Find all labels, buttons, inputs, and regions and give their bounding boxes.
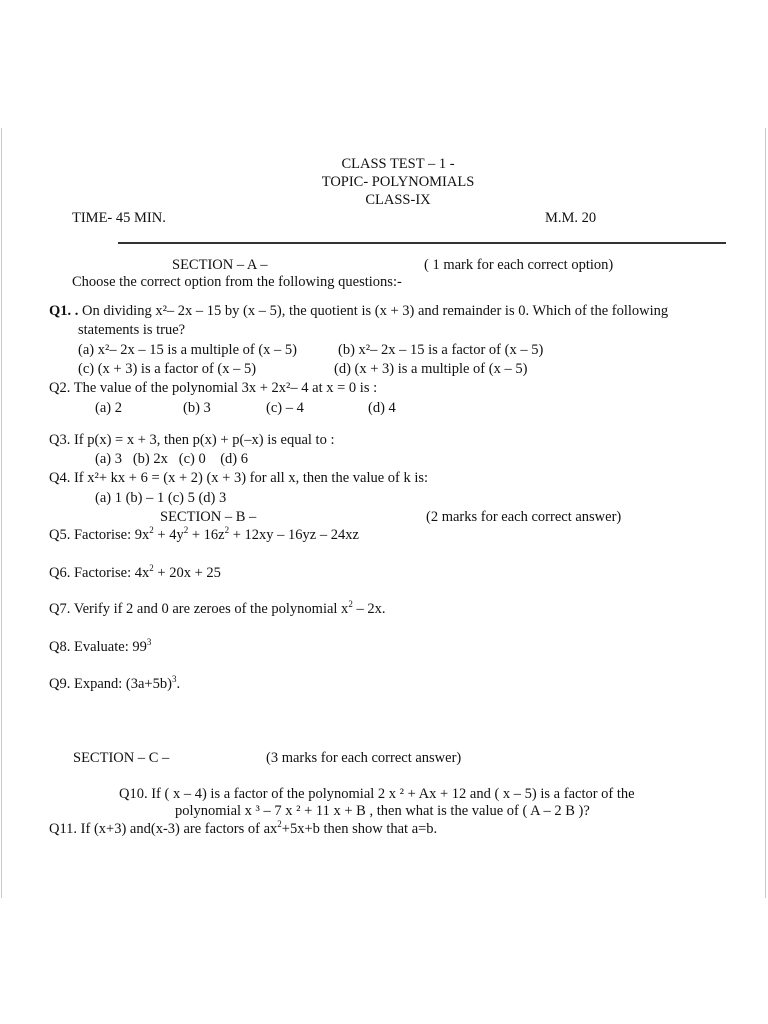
page-right-edge: [765, 128, 766, 898]
section-a-instruction: Choose the correct option from the following questions:-: [72, 274, 402, 290]
section-a-heading: SECTION – A –: [172, 257, 268, 273]
q3-options: (a) 3 (b) 2x (c) 0 (d) 6: [95, 451, 249, 467]
q11-question: Q11. If (x+3) and(x-3) are factors of $ax^2+5x+b$ then show that a=b.: [49, 819, 438, 837]
q1-option-c: (c) (x + 3) is a factor of (x – 5): [78, 361, 257, 377]
q3-question: Q3. If p(x) = x + 3, then p(x) + p(–x) is equal to :: [49, 432, 335, 448]
q1-option-d: (d) (x + 3) is a multiple of (x – 5): [334, 361, 528, 377]
page-left-edge: [1, 128, 2, 898]
q1-option-b: (b) x²– 2x – 15 is a factor of (x – 5): [338, 342, 544, 358]
q6-question: Q6. Factorise: $4x^2 + 20x + 25$: [49, 563, 221, 581]
q2-question: Q2. The value of the polynomial 3x + 2x²– 4 at x = 0 is :: [49, 380, 378, 396]
time-label: TIME- 45 MIN.: [72, 210, 166, 226]
q2-option-d: (d) 4: [368, 400, 396, 416]
q9-question: Q9. Expand: $(3a+5b)^3$.: [49, 674, 181, 692]
q1-text-line2: statements is true?: [78, 322, 186, 338]
q1-label: Q1. .: [49, 303, 79, 319]
q1-text-line1: On dividing x²– 2x – 15 by (x – 5), the quotient is (x + 3) and remainder is 0. Which of the following: [82, 303, 669, 319]
q2-option-c: (c) – 4: [266, 400, 304, 416]
header-divider: [118, 242, 726, 244]
test-title: CLASS TEST – 1 -: [341, 156, 455, 172]
section-c-marks-note: (3 marks for each correct answer): [266, 750, 462, 766]
q5-question: Q5. Factorise: $9x^2 + 4y^2 + 16z^2 + 12xy - 16yz - 24xz$: [49, 525, 359, 543]
topic-line: TOPIC- POLYNOMIALS: [321, 174, 475, 190]
q10-question-line1: Q10. If ( x – 4) is a factor of the polynomial 2 x ² + Ax + 12 and ( x – 5) is a factor of the: [119, 786, 635, 802]
section-b-heading: SECTION – B –: [160, 509, 257, 525]
q2-option-a: (a) 2: [95, 400, 122, 416]
q10-question-line2: polynomial x ³ – 7 x ² + 11 x + B , then what is the value of ( A – 2 B )?: [175, 803, 590, 819]
q4-question: Q4. If x²+ kx + 6 = (x + 2) (x + 3) for all x, then the value of k is:: [49, 470, 429, 486]
q4-options: (a) 1 (b) – 1 (c) 5 (d) 3: [95, 490, 227, 506]
q2-option-b: (b) 3: [183, 400, 211, 416]
section-a-marks-note: ( 1 mark for each correct option): [424, 257, 614, 273]
section-b-marks-note: (2 marks for each correct answer): [426, 509, 622, 525]
class-line: CLASS-IX: [365, 192, 431, 208]
max-marks-label: M.M. 20: [545, 210, 597, 226]
q7-question: Q7. Verify if 2 and 0 are zeroes of the polynomial $x^2 - 2x$.: [49, 599, 386, 617]
q8-question: Q8. Evaluate: $99^3$: [49, 637, 152, 655]
section-c-heading: SECTION – C –: [73, 750, 170, 766]
q1-option-a: (a) x²– 2x – 15 is a multiple of (x – 5): [78, 342, 297, 358]
q1-question: [49, 302, 668, 320]
